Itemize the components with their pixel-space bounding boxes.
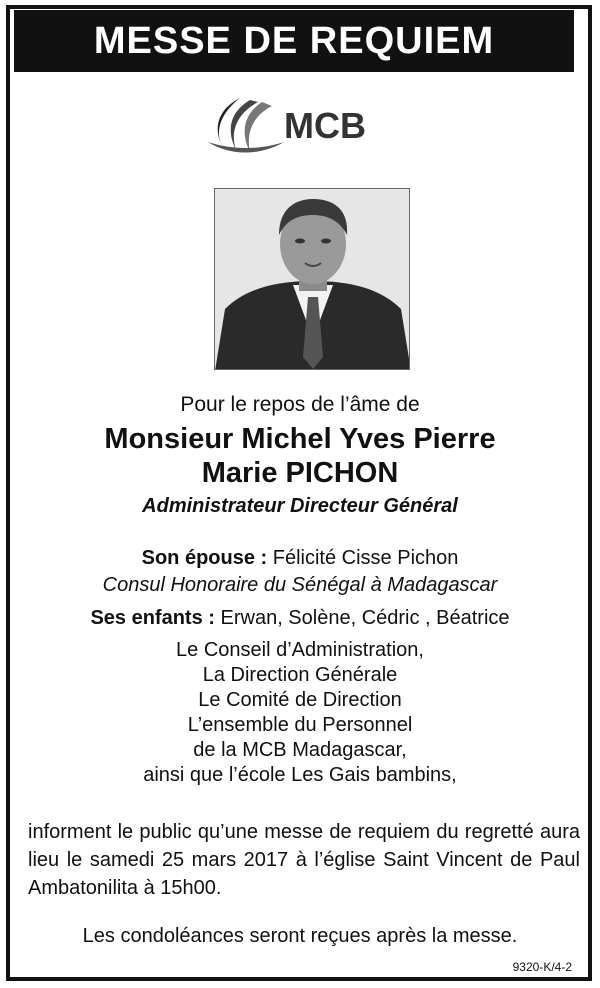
organization-line: Le Conseil d’Administration, <box>176 639 424 661</box>
children-names: Erwan, Solène, Cédric , Béatrice <box>220 607 510 629</box>
deceased-name <box>0 422 600 490</box>
organizations-list <box>0 638 600 788</box>
reference-code: 9320-K/4-2 <box>512 960 572 974</box>
organization-line: La Direction Générale <box>202 664 398 686</box>
condolences-text: Les condoléances seront reçues après la messe. <box>82 925 518 947</box>
organization-line: de la MCB Madagascar, <box>193 739 407 761</box>
spouse-line <box>0 547 600 570</box>
mass-notice: informent le public qu’une messe de requiem du regretté aura lieu le samedi 25 mars 2017 à l’église Saint Vincent de Paul Ambatonilita à 15h00. <box>28 821 580 899</box>
children-label: Ses enfants : <box>90 607 215 629</box>
spouse-title: Consul Honoraire du Sénégal à Madagascar <box>102 574 498 596</box>
portrait-image <box>215 189 410 370</box>
name-line-2: Marie PICHON <box>201 457 399 489</box>
name-line-1: Monsieur Michel Yves Pierre <box>104 423 496 455</box>
mcb-logo-icon <box>200 90 390 162</box>
logo-text: MCB <box>284 105 366 146</box>
organization-line: Le Comité de Direction <box>198 689 402 711</box>
children-line <box>0 607 600 630</box>
deceased-role: Administrateur Directeur Général <box>142 495 458 517</box>
mcb-logo <box>200 90 390 162</box>
spouse-name: Félicité Cisse Pichon <box>272 547 459 569</box>
organization-line: L’ensemble du Personnel <box>187 714 413 736</box>
page-title: MESSE DE REQUIEM <box>14 10 574 72</box>
intro-text: Pour le repos de l’âme de <box>180 393 420 416</box>
organization-line: ainsi que l’école Les Gais bambins, <box>143 764 457 786</box>
portrait-photo <box>214 188 410 370</box>
spouse-label: Son épouse : <box>141 547 268 569</box>
